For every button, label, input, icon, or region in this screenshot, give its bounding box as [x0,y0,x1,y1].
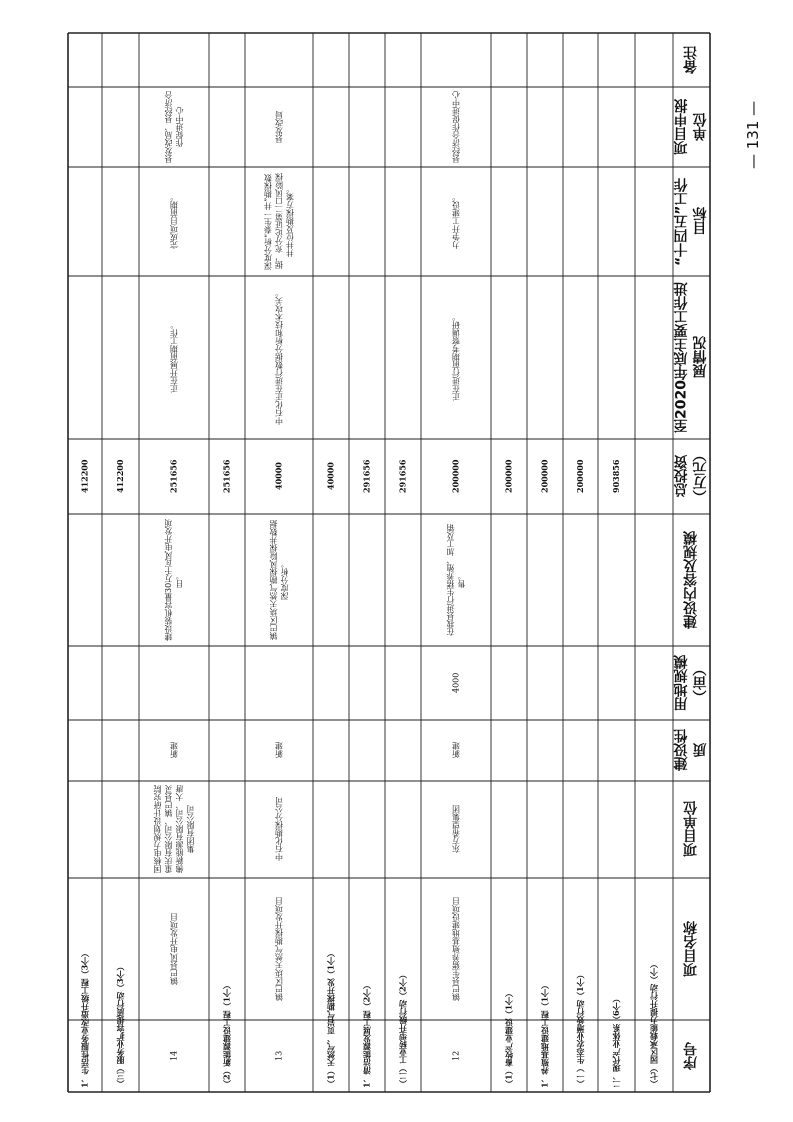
header-applicant: 项目申报单位 [673,99,709,155]
cell-unit: 东方希望集团 [451,805,461,854]
header-name: 项目名称 [683,921,699,977]
header-note: 备注 [683,46,699,74]
cell-seq: 12 [451,1050,461,1062]
section-title: （三）服务业扩容提质行动（3个） [115,962,125,1088]
section-title: （1）畜牧产业建设（1个） [503,988,514,1088]
cell-invest: 251656 [168,459,179,494]
section-total-investment: 412200 [115,459,125,494]
section-title: 1、养殖基地建设工程（1个） [539,980,550,1088]
cell-progress: 正在开展前期工作。 [169,321,179,394]
cell-content: 建设装机容量30万千瓦风电开发项目。 [164,518,184,642]
cell-applicant: 县经济合作促进中心 [451,91,461,163]
cell-name: 镇巴县生猪养殖基地建设项目 [451,897,461,1001]
section-total-investment: 291656 [397,459,408,494]
cell-goal: 完成项目前期。 [169,193,179,250]
section-total-investment: 291656 [361,459,372,494]
section-total-investment: 200000 [539,459,550,494]
cell-seq: 14 [169,1050,179,1062]
cell-nature: 新建 [274,742,284,759]
cell-invest: 40000 [273,462,284,491]
section-title: 1、生活性服务业改造升级工程（3个） [79,948,90,1088]
header-invest: 总投资（万元） [673,448,709,505]
cell-land: 4000 [451,672,461,694]
cell-goal: 力争开工建设。 [451,193,461,250]
section-total-investment: 200000 [503,459,514,494]
cell-invest: 200000 [450,459,461,494]
cell-goal: 深度分析“泰生一井”勘探数据，充分论证第二口风险探井井位及勘探方案。 [263,173,295,270]
section-total-investment: 251656 [221,459,232,494]
section-total-investment: 412200 [79,459,90,494]
cell-name: 镇巴区块天然气勘探开发项目 [274,897,284,1001]
cell-unit: 国核电力规划设计研究院重庆有限公司、镇巴县灵佛新能源有限公司、大唐集团有限公司 [153,785,195,874]
header-nature: 建设性质 [673,729,709,772]
cell-unit: 中石化勘探分公司 [274,797,284,862]
cell-nature: 新建 [169,742,179,759]
header-unit: 项目单位 [683,801,699,858]
section-title: （2）新能源建设工程（1个） [221,980,232,1088]
header-content: 建设内容及规模 [683,531,699,629]
section-title: （七）园区承载能力提升行动（个） [648,960,659,1088]
section-title: （1）天然气、页岩气勘探开发（1个） [325,948,336,1088]
cell-seq: 13 [274,1050,284,1062]
cell-content: 镇巴区块天然气勘探风险探井数据深度分析。 [269,520,289,640]
page-number: — 131 — [744,100,762,170]
cell-applicant: 县发改局、县经济合作促进中心 [164,91,184,163]
cell-progress: 中石化正在进行数据分析和技术攻关。 [274,289,284,426]
section-title: （二）工业转型升级行动（2个） [397,970,408,1088]
cell-name: 镇巴县风电开发项目 [169,913,179,985]
header-seq: 序号 [683,1042,699,1070]
header-land: 用地规模（亩） [673,655,709,711]
header-goal: “十四五”工作目标 [673,177,709,266]
header-progress: 至2020年底主要工作进展情况 [673,282,709,433]
cell-applicant: 县发改局 [274,111,284,143]
section-title: （一）生态农业增效行动（1个） [575,970,585,1088]
section-total-investment: 903856 [611,459,621,494]
cell-content: 在我县进行生猪养殖、加工及销售。 [446,524,466,636]
section-total-investment: 200000 [575,459,585,494]
section-title: 1、清洁能源发展工程（2个） [361,980,372,1088]
cell-nature: 新建 [451,742,461,759]
section-title: 二、现代产业体系（6个） [611,994,621,1088]
cell-progress: 正在进行前期考察调研。 [451,313,461,402]
section-total-investment: 40000 [325,462,336,491]
